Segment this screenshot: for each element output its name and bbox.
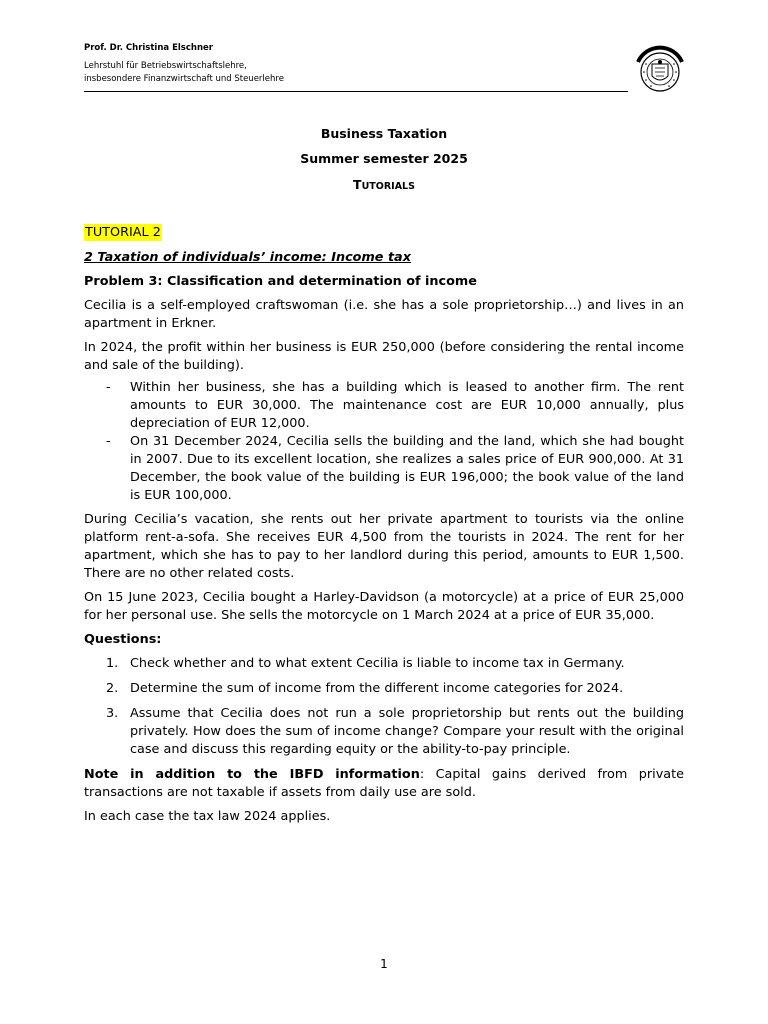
question-text: Assume that Cecilia does not run a sole proprietorship but rents out the building privately. How does the sum of income change? Compare your result with the original case and discuss this regarding equity or the ability-to-pay principle. (130, 706, 684, 757)
list-item (84, 379, 684, 433)
note-text: : Capital gains derived from private transactions are not taxable if assets from daily use are sold. (84, 767, 685, 800)
tutorial-label: TUTORIAL 2 (85, 225, 161, 240)
semester-title: Summer semester 2025 (300, 151, 468, 166)
paragraph-vacation-rental: During Cecilia’s vacation, she rents out her private apartment to tourists via the online platform rent-a-sofa. She receives EUR 4,500 from the tourists in 2024. The rent for her apartment, which she has to pay to her landlord during this period, amounts to EUR 1,500. There are no other related costs. (84, 512, 684, 581)
problem-title: Problem 3: Classification and determination of income (84, 274, 477, 289)
question-number: 1. (106, 656, 119, 671)
questions-title: Questions: (84, 632, 162, 647)
question-number: 2. (106, 681, 119, 696)
tutorials-heading (0, 177, 768, 192)
bullet-marker: - (106, 434, 111, 449)
note-paragraph (84, 766, 684, 802)
document-body (84, 224, 684, 826)
course-title: Business Taxation (320, 126, 448, 141)
tutorials-heading-rest: UTORIALS (361, 181, 415, 192)
closing-paragraph: In each case the tax law 2024 applies. (84, 809, 331, 824)
note-label: Note in addition to the IBFD information (84, 767, 420, 782)
university-seal-icon (634, 42, 686, 94)
questions-list (84, 655, 684, 759)
section-title: 2 Taxation of individuals’ income: Income tax (84, 250, 411, 265)
chair-line-1: Lehrstuhl für Betriebswirtschaftslehre, (84, 61, 247, 71)
question-text: Check whether and to what extent Cecilia is liable to income tax in Germany. (130, 656, 625, 671)
paragraph-motorcycle: On 15 June 2023, Cecilia bought a Harley-Davidson (a motorcycle) at a price of EUR 25,000 for her personal use. She sells the motorcycle on 1 March 2024 at a price of EUR 35,000. (84, 590, 684, 623)
bullet-text: Within her business, she has a building which is leased to another firm. The rent amounts to EUR 30,000. The maintenance cost are EUR 10,000 annually, plus depreciation of EUR 12,000. (130, 380, 684, 431)
question-text: Determine the sum of income from the different income categories for 2024. (130, 681, 624, 696)
tutorials-heading-initial: T (353, 177, 362, 192)
list-item (84, 680, 684, 698)
page-number: 1 (380, 957, 388, 971)
header-divider (84, 91, 628, 92)
list-item (84, 655, 684, 673)
bullet-text: On 31 December 2024, Cecilia sells the building and the land, which she had bought in 2007. Due to its excellent location, she realizes a sales price of EUR 900,000. At 31 December, the book value of the building is EUR 196,000; the book value of the land is EUR 100,000. (130, 434, 684, 503)
question-number: 3. (106, 706, 119, 721)
bullet-marker: - (106, 380, 111, 395)
list-item (84, 433, 684, 505)
chair-description (84, 60, 284, 86)
building-details-list (84, 379, 684, 505)
chair-line-2: insbesondere Finanzwirtschaft und Steuerlehre (84, 74, 284, 84)
paragraph-profit: In 2024, the profit within her business is EUR 250,000 (before considering the rental income and sale of the building). (84, 340, 684, 373)
list-item (84, 705, 684, 759)
paragraph-intro: Cecilia is a self-employed craftswoman (i.e. she has a sole proprietorship…) and lives in an apartment in Erkner. (84, 298, 684, 331)
author-name: Prof. Dr. Christina Elschner (84, 43, 213, 53)
